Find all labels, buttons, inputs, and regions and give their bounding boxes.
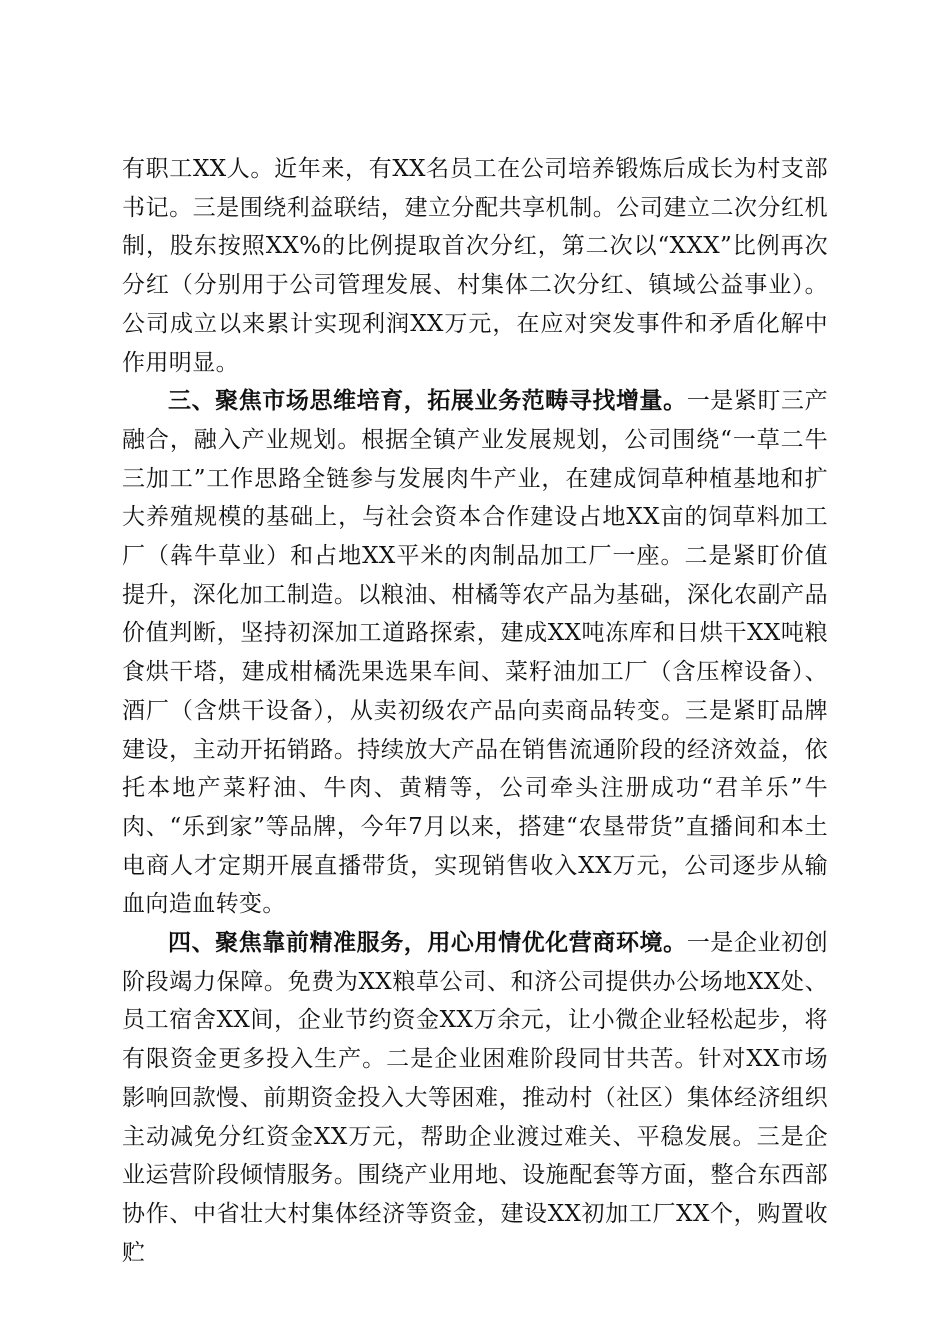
paragraph-section-4 (122, 924, 828, 1272)
section-4-heading: 四、聚焦靠前精准服务，用心用情优化营商环境。 (168, 929, 687, 957)
section-4-body: 一是企业初创阶段竭力保障。免费为XX粮草公司、和济公司提供办公场地XX处、员工宿舍XX间，企业节约资金XX万余元，让小微企业轻松起步，将有限资金更多投入生产。二是企业困难阶段同甘共苦。针对XX市场影响回款慢、前期资金投入大等困难，推动村（社区）集体经济组织主动减免分红资金XX万元，帮助企业渡过难关、平稳发展。三是企业运营阶段倾情服务。围绕产业用地、设施配套等方面，整合东西部协作、中省壮大村集体经济等资金，建设XX初加工厂XX个，购置收贮 (122, 930, 828, 1266)
section-3-body: 一是紧盯三产融合，融入产业规划。根据全镇产业发展规划，公司围绕“一草二牛三加工”工作思路全链参与发展肉牛产业，在建成饲草种植基地和扩大养殖规模的基础上，与社会资本合作建设占地XX亩的饲草料加工厂（犇牛草业）和占地XX平米的肉制品加工厂一座。二是紧盯价值提升，深化加工制造。以粮油、柑橘等农产品为基础，深化农副产品价值判断，坚持初深加工道路探索，建成XX吨冻库和日烘干XX吨粮食烘干塔，建成柑橘洗果选果车间、菜籽油加工厂（含压榨设备）、酒厂（含烘干设备），从卖初级农产品向卖商品转变。三是紧盯品牌建设，主动开拓销路。持续放大产品在销售流通阶段的经济效益，依托本地产菜籽油、牛肉、黄精等，公司牵头注册成功“君羊乐”牛肉、“乐到家”等品牌，今年7月以来，搭建“农垦带货”直播间和本土电商人才定期开展直播带货，实现销售收入XX万元，公司逐步从输血向造血转变。 (122, 388, 828, 918)
document-body (122, 150, 828, 1272)
paragraph-continuation: 有职工XX人。近年来，有XX名员工在公司培养锻炼后成长为村支部书记。三是围绕利益联结，建立分配共享机制。公司建立二次分红机制，股东按照XX%的比例提取首次分红，第二次以“XXX”比例再次分红（分别用于公司管理发展、村集体二次分红、镇域公益事业）。公司成立以来累计实现利润XX万元，在应对突发事件和矛盾化解中作用明显。 (122, 156, 828, 376)
section-3-heading: 三、聚焦市场思维培育，拓展业务范畴寻找增量。 (168, 387, 687, 415)
paragraph-section-3 (122, 382, 828, 924)
